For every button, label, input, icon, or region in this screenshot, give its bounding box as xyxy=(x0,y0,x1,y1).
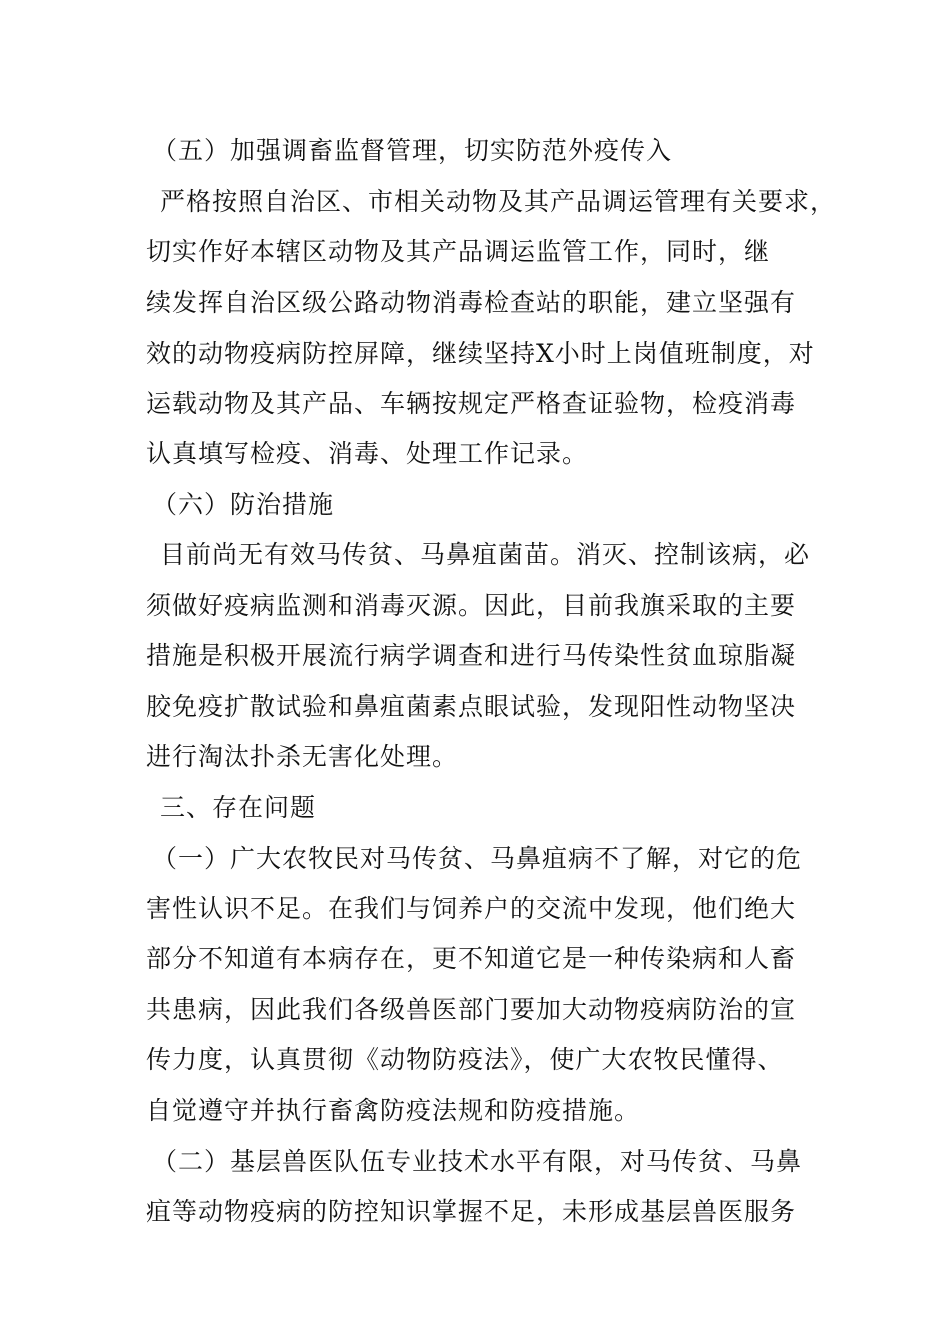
text-line: 运载动物及其产品、车辆按规定严格查证验物，检疫消毒 xyxy=(146,389,797,418)
section-heading: 三、存在问题 xyxy=(160,793,317,822)
text-line: 须做好疫病监测和消毒灭源。因此，目前我旗采取的主要 xyxy=(146,591,797,620)
text-line: 害性认识不足。在我们与饲养户的交流中发现，他们绝大 xyxy=(146,894,797,923)
text-line: （五）加强调畜监督管理，切实防范外疫传入 xyxy=(152,136,673,165)
text-line: （一）广大农牧民对马传贫、马鼻疽病不了解，对它的危 xyxy=(152,844,803,873)
text-line: 目前尚无有效马传贫、马鼻疽菌苗。消灭、控制该病，必 xyxy=(160,540,811,569)
text-line: 续发挥自治区级公路动物消毒检查站的职能，建立坚强有 xyxy=(146,288,797,317)
text-line: （二）基层兽医队伍专业技术水平有限，对马传贫、马鼻 xyxy=(152,1147,803,1176)
text-line: 严格按照自治区、市相关动物及其产品调运管理有关要求， xyxy=(160,187,837,216)
text-line: 部分不知道有本病存在，更不知道它是一种传染病和人畜 xyxy=(146,944,797,973)
section-heading: （六）防治措施 xyxy=(152,490,335,519)
text-line: 胶免疫扩散试验和鼻疽菌素点眼试验，发现阳性动物坚决 xyxy=(146,692,797,721)
text-line: 效的动物疫病防控屏障，继续坚持X小时上岗值班制度，对 xyxy=(146,339,815,368)
text-line: 共患病，因此我们各级兽医部门要加大动物疫病防治的宣 xyxy=(146,995,797,1024)
text-line: 自觉遵守并执行畜禽防疫法规和防疫措施。 xyxy=(146,1096,641,1125)
text-line: 措施是积极开展流行病学调查和进行马传染性贫血琼脂凝 xyxy=(146,641,797,670)
text-line: 传力度，认真贯彻《动物防疫法》，使广大农牧民懂得、 xyxy=(146,1045,784,1074)
text-line: 疽等动物疫病的防控知识掌握不足，未形成基层兽医服务 xyxy=(146,1197,797,1226)
text-line: 认真填写检疫、消毒、处理工作记录。 xyxy=(146,439,589,468)
text-line: 进行淘汰扑杀无害化处理。 xyxy=(146,742,459,771)
text-line: 切实作好本辖区动物及其产品调运监管工作，同时，继 xyxy=(146,237,771,266)
